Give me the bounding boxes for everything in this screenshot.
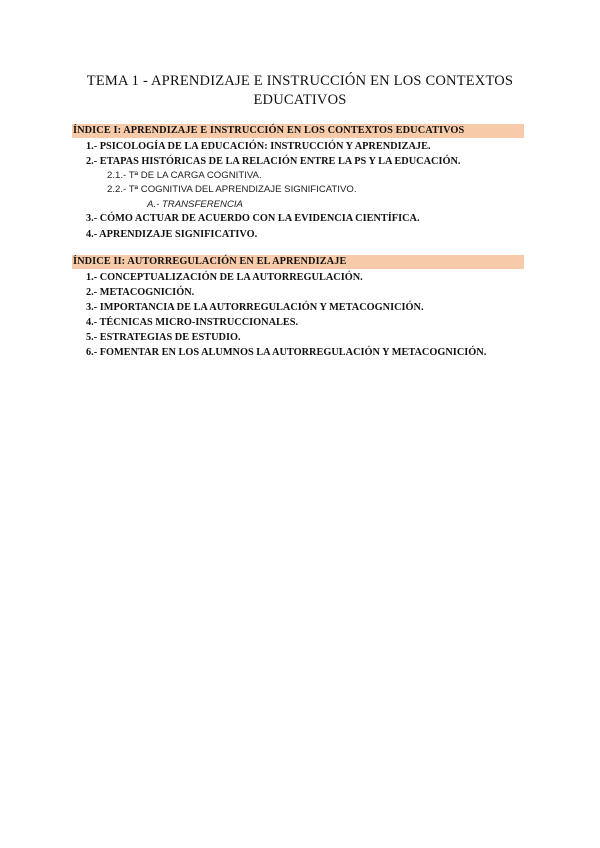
index-2-header-text: ÍNDICE II: AUTORREGULACIÓN EN EL APRENDIZAJE	[73, 256, 347, 267]
index-1-item-3: 3.- CÓMO ACTUAR DE ACUERDO CON LA EVIDENCIA CIENTÍFICA.	[86, 213, 420, 224]
index-1-item-2-2-a: A.- TRANSFERENCIA	[147, 199, 243, 210]
index-1-item-2-1: 2.1.- Tª DE LA CARGA COGNITIVA.	[107, 170, 262, 181]
index-1-item-1: 1.- PSICOLOGÍA DE LA EDUCACIÓN: INSTRUCCIÓN Y APRENDIZAJE.	[86, 141, 431, 152]
document-title-line-2: EDUCATIVOS	[253, 92, 347, 108]
index-1-header-text: ÍNDICE I: APRENDIZAJE E INSTRUCCIÓN EN LOS CONTEXTOS EDUCATIVOS	[73, 125, 465, 136]
index-1-item-4: 4.- APRENDIZAJE SIGNIFICATIVO.	[86, 229, 258, 240]
document-title-line-1: TEMA 1 - APRENDIZAJE E INSTRUCCIÓN EN LOS CONTEXTOS	[86, 73, 514, 89]
index-2-item-6: 6.- FOMENTAR EN LOS ALUMNOS LA AUTORREGULACIÓN Y METACOGNICIÓN.	[86, 347, 487, 358]
index-2-item-5: 5.- ESTRATEGIAS DE ESTUDIO.	[86, 332, 241, 343]
index-2-item-2: 2.- METACOGNICIÓN.	[86, 287, 195, 298]
index-1-item-2: 2.- ETAPAS HISTÓRICAS DE LA RELACIÓN ENTRE LA PS Y LA EDUCACIÓN.	[86, 156, 461, 167]
index-2-item-4: 4.- TÉCNICAS MICRO-INSTRUCCIONALES.	[86, 317, 299, 328]
index-1-header	[72, 124, 524, 138]
index-2-item-3: 3.- IMPORTANCIA DE LA AUTORREGULACIÓN Y METACOGNICIÓN.	[86, 302, 424, 313]
index-1-item-2-2: 2.2.- Tª COGNITIVA DEL APRENDIZAJE SIGNIFICATIVO.	[107, 184, 357, 195]
index-2-header	[72, 255, 524, 269]
index-2-item-1: 1.- CONCEPTUALIZACIÓN DE LA AUTORREGULACIÓN.	[86, 272, 363, 283]
